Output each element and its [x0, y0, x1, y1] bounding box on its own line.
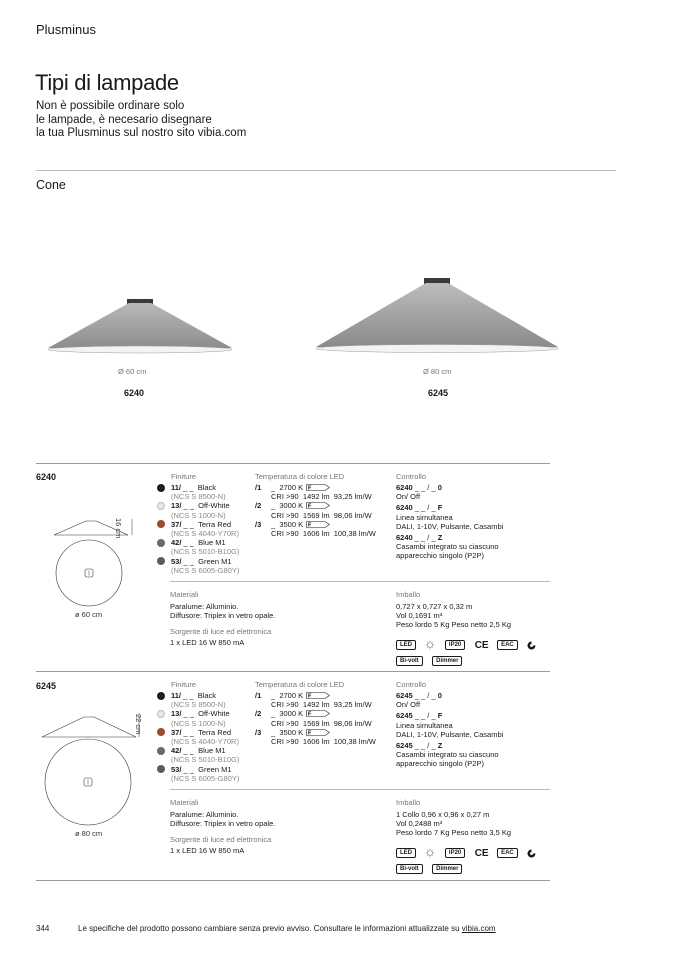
finish-sep: _ _	[183, 556, 194, 566]
finish-code: 53/	[171, 764, 182, 774]
packaging-line: 0,727 x 0,727 x 0,32 m	[396, 602, 473, 611]
finish-swatch	[157, 765, 165, 773]
efficacy: 100,38 lm/W	[333, 528, 376, 538]
finish-row	[157, 538, 252, 547]
control-mid: _ _ / _	[414, 711, 436, 721]
control-list	[396, 472, 546, 561]
control-option	[396, 503, 546, 512]
temperature-row	[255, 483, 395, 492]
finish-swatch	[157, 692, 165, 700]
finish-swatch	[157, 502, 165, 510]
divider	[36, 880, 550, 881]
cri: CRI >90	[271, 700, 299, 710]
diameter-dimension: ø 60 cm	[75, 610, 103, 619]
lamp-6245-drawing	[40, 711, 140, 836]
finish-sep: _ _	[183, 746, 194, 756]
lumens: 1492 lm	[302, 492, 330, 502]
finish-code: 53/	[171, 556, 182, 566]
finish-sep: _ _	[183, 709, 194, 719]
finish-name: Black	[197, 483, 217, 492]
control-desc: apparecchio singolo (P2P)	[396, 551, 484, 561]
temp-code: /3	[255, 519, 262, 529]
bivolt-badge: Bi-volt	[396, 656, 423, 666]
control-option	[396, 533, 546, 542]
finish-swatch	[157, 557, 165, 565]
control-desc: Casambi integrato su ciascuno	[396, 542, 499, 552]
efficacy: 98,06 lm/W	[333, 718, 372, 728]
finish-name: Green M1	[198, 556, 232, 566]
finish-ncs: (NCS S 5010-B10G)	[171, 547, 240, 557]
temperature-row	[255, 709, 395, 718]
led-badge: LED	[396, 848, 416, 858]
control-heading: Controllo	[396, 680, 427, 689]
temperature-list	[255, 680, 395, 746]
temp-code: /2	[255, 501, 262, 511]
control-mid: _ _ / _	[414, 533, 436, 543]
finish-name: Terra Red	[198, 727, 232, 737]
feature-row	[396, 653, 546, 671]
control-desc: On/ Off	[396, 700, 421, 710]
finishes-list	[157, 680, 252, 783]
temp-sep: _	[271, 691, 276, 700]
intro-line: le lampade, è necesario disegnare	[36, 113, 212, 126]
finish-ncs: (NCS S 8500-N)	[171, 492, 226, 502]
finish-sep: _ _	[183, 691, 194, 700]
temperature-detail	[255, 511, 395, 520]
control-mid: _ _ / _	[414, 483, 436, 492]
disclaimer-text: Le specifiche del prodotto possono cambiare senza previo avviso. Consultare le informazioni attualizzate su	[78, 924, 460, 933]
footer-disclaimer	[78, 924, 558, 933]
diameter-dimension: ø 80 cm	[75, 829, 103, 838]
finish-sep: _ _	[183, 538, 194, 548]
control-suffix: Z	[437, 533, 443, 543]
intro-text	[36, 100, 246, 141]
energy-class: F	[308, 693, 312, 700]
packaging-line: Peso lordo 5 Kg Peso netto 2,5 Kg	[396, 620, 512, 630]
dimension-label: Ø 60 cm	[118, 367, 147, 376]
finish-ncs: (NCS S 4040-Y70R)	[171, 736, 239, 746]
temp-code: /1	[255, 691, 262, 700]
finish-swatch	[157, 710, 165, 718]
efficacy: 100,38 lm/W	[333, 736, 376, 746]
finish-swatch	[157, 484, 165, 492]
finish-row	[157, 765, 252, 774]
source-heading: Sorgente di luce ed elettronica	[170, 627, 272, 637]
ip-badge: IP20	[445, 640, 465, 650]
temperature-heading: Temperatura di colore LED	[255, 472, 345, 481]
eac-badge: EAC	[497, 848, 518, 858]
section-title: Cone	[36, 178, 66, 192]
ce-mark: CE	[474, 847, 489, 859]
finish-sep: _ _	[183, 501, 194, 511]
temp-sep: _	[271, 519, 276, 529]
finish-code: 42/	[171, 746, 182, 756]
efficacy: 93,25 lm/W	[333, 700, 372, 710]
finish-swatch	[157, 747, 165, 755]
energy-class: F	[308, 730, 312, 736]
packaging-line: 1 Collo 0,96 x 0,96 x 0,27 m	[396, 810, 490, 819]
temperature-detail	[255, 737, 395, 746]
control-desc: DALI, 1-10V, Pulsante, Casambi	[396, 729, 504, 739]
page-title: Tipi di lampade	[35, 70, 179, 95]
temperature-row	[255, 728, 395, 737]
page-number: 344	[36, 924, 50, 933]
energy-class: F	[308, 504, 312, 510]
control-suffix: 0	[437, 691, 442, 700]
finish-sep: _ _	[183, 764, 194, 774]
packaging	[396, 590, 546, 671]
finish-name: Terra Red	[198, 519, 232, 529]
intro-line: la tua Plusminus sul nostro sito vibia.com	[36, 127, 247, 140]
finish-name: Green M1	[198, 764, 232, 774]
temp-code: /2	[255, 709, 262, 719]
temperature-row	[255, 691, 395, 700]
control-code: 6245	[396, 711, 413, 721]
feature-row	[396, 861, 546, 879]
energy-class: F	[308, 485, 312, 492]
energy-class-icon	[306, 729, 330, 736]
packaging-heading: Imballo	[396, 798, 421, 807]
control-option	[396, 483, 546, 492]
packaging	[396, 798, 546, 879]
temp-sep: _	[271, 501, 276, 511]
cri: CRI >90	[271, 510, 299, 520]
finish-sep: _ _	[183, 727, 194, 737]
control-heading: Controllo	[396, 472, 427, 481]
lumens: 1606 lm	[302, 736, 330, 746]
temperature-heading: Temperatura di colore LED	[255, 680, 345, 689]
finishes-list	[157, 472, 252, 575]
control-option	[396, 711, 546, 720]
finish-row	[157, 557, 252, 566]
materials-heading: Materiali	[170, 798, 199, 807]
lamp-6245-render	[312, 272, 562, 360]
height-dimension: 16 cm	[114, 518, 123, 539]
dimension-label: Ø 80 cm	[423, 367, 452, 376]
lamp-6240-render	[45, 290, 235, 360]
finish-row	[157, 501, 252, 510]
finish-row	[157, 691, 252, 700]
divider	[36, 170, 616, 171]
control-option	[396, 691, 546, 700]
finish-row	[157, 520, 252, 529]
ip-badge: IP20	[445, 848, 465, 858]
control-code: 6240	[396, 533, 413, 543]
lamp-6240-drawing	[52, 517, 137, 617]
packaging-heading: Imballo	[396, 590, 421, 599]
control-option	[396, 741, 546, 750]
divider	[36, 671, 550, 672]
vibia-link[interactable]: vibia.com	[461, 924, 496, 933]
temperature-detail	[255, 492, 395, 501]
control-desc: Linea simultanea	[396, 720, 453, 730]
temp-kelvin: 2700 K	[279, 691, 304, 700]
control-mid: _ _ / _	[414, 741, 436, 751]
cri: CRI >90	[271, 528, 299, 538]
lumens: 1569 lm	[302, 718, 330, 728]
eac-badge: EAC	[497, 640, 518, 650]
temperature-list	[255, 472, 395, 538]
control-suffix: 0	[437, 483, 442, 492]
material-line: Paralume: Alluminio.	[170, 602, 239, 611]
finish-name: Off-White	[198, 709, 230, 719]
temperature-detail	[255, 719, 395, 728]
material-line: Diffusore: Triplex in vetro opale.	[170, 819, 276, 829]
finish-ncs: (NCS S 4040-Y70R)	[171, 528, 239, 538]
energy-class-icon	[306, 692, 330, 699]
efficacy: 93,25 lm/W	[333, 492, 372, 502]
finish-ncs: (NCS S 6005-G80Y)	[171, 773, 240, 783]
light-source: 1 x LED 16 W 850 mA	[170, 846, 245, 856]
finish-ncs: (NCS S 1000-N)	[171, 718, 226, 728]
source-heading: Sorgente di luce ed elettronica	[170, 835, 272, 845]
control-code: 6245	[396, 691, 413, 700]
cri: CRI >90	[271, 492, 299, 502]
finish-code: 11/	[171, 691, 182, 700]
temp-kelvin: 3000 K	[279, 709, 304, 719]
energy-class: F	[308, 712, 312, 718]
lumens: 1569 lm	[302, 510, 330, 520]
lumens: 1606 lm	[302, 528, 330, 538]
ce-mark: CE	[474, 639, 489, 651]
finish-row	[157, 709, 252, 718]
finish-swatch	[157, 539, 165, 547]
finish-swatch	[157, 728, 165, 736]
energy-class-icon	[306, 502, 330, 509]
finish-code: 13/	[171, 709, 182, 719]
finish-code: 37/	[171, 727, 182, 737]
control-mid: _ _ / _	[414, 691, 436, 700]
lumens: 1492 lm	[302, 700, 330, 710]
control-desc: DALI, 1-10V, Pulsante, Casambi	[396, 521, 504, 531]
control-suffix: Z	[437, 741, 443, 751]
control-desc: Casambi integrato su ciascuno	[396, 750, 499, 760]
finish-row	[157, 483, 252, 492]
control-desc: Linea simultanea	[396, 512, 453, 522]
led-chip-icon	[425, 848, 435, 858]
block-id: 6240	[36, 472, 57, 482]
finish-code: 42/	[171, 538, 182, 548]
control-code: 6240	[396, 503, 413, 513]
control-mid: _ _ / _	[414, 503, 436, 513]
material-line: Diffusore: Triplex in vetro opale.	[170, 611, 276, 621]
control-suffix: F	[437, 711, 443, 721]
efficacy: 98,06 lm/W	[333, 510, 372, 520]
dimmer-badge: Dimmer	[432, 656, 462, 666]
finish-swatch	[157, 520, 165, 528]
recycle-icon	[527, 849, 536, 858]
temp-kelvin: 3000 K	[279, 501, 304, 511]
control-list	[396, 680, 546, 769]
finish-name: Off-White	[198, 501, 230, 511]
certification-row	[396, 845, 546, 859]
finish-ncs: (NCS S 1000-N)	[171, 510, 226, 520]
packaging-line: Vol 0,1691 m³	[396, 611, 443, 621]
finish-code: 11/	[171, 483, 182, 492]
temp-code: /1	[255, 483, 262, 492]
divider	[36, 463, 550, 464]
temp-kelvin: 3500 K	[279, 519, 304, 529]
led-badge: LED	[396, 640, 416, 650]
temperature-row	[255, 501, 395, 510]
finish-ncs: (NCS S 6005-G80Y)	[171, 565, 240, 575]
divider	[170, 789, 550, 790]
brand-name: Plusminus	[36, 22, 96, 37]
finishes-heading: Finiture	[171, 680, 197, 689]
dimmer-badge: Dimmer	[432, 864, 462, 874]
cri: CRI >90	[271, 736, 299, 746]
recycle-icon	[527, 641, 536, 650]
temperature-row	[255, 520, 395, 529]
light-source: 1 x LED 16 W 850 mA	[170, 638, 245, 648]
materials	[170, 798, 380, 856]
finish-sep: _ _	[183, 483, 194, 492]
packaging-line: Vol 0,2488 m³	[396, 819, 443, 829]
energy-class-icon	[306, 521, 330, 528]
temp-kelvin: 2700 K	[279, 483, 304, 492]
finish-row	[157, 746, 252, 755]
finish-code: 37/	[171, 519, 182, 529]
control-code: 6245	[396, 741, 413, 751]
temp-sep: _	[271, 727, 276, 737]
finishes-heading: Finiture	[171, 472, 197, 481]
cri: CRI >90	[271, 718, 299, 728]
finish-ncs: (NCS S 5010-B10G)	[171, 755, 240, 765]
temp-sep: _	[271, 483, 276, 492]
finish-ncs: (NCS S 8500-N)	[171, 700, 226, 710]
divider	[170, 581, 550, 582]
temperature-detail	[255, 529, 395, 538]
temperature-detail	[255, 700, 395, 709]
control-suffix: F	[437, 503, 443, 513]
control-desc: On/ Off	[396, 492, 421, 502]
packaging-line: Peso lordo 7 Kg Peso netto 3,5 Kg	[396, 828, 512, 838]
finish-name: Blue M1	[198, 746, 226, 756]
model-label: 6240	[124, 388, 145, 398]
temp-kelvin: 3500 K	[279, 727, 304, 737]
height-dimension: 22 cm	[134, 714, 143, 735]
control-code: 6240	[396, 483, 413, 492]
finish-row	[157, 728, 252, 737]
led-chip-icon	[425, 640, 435, 650]
energy-class-icon	[306, 484, 330, 491]
material-line: Paralume: Alluminio.	[170, 810, 239, 819]
finish-sep: _ _	[183, 519, 194, 529]
finish-code: 13/	[171, 501, 182, 511]
finish-name: Blue M1	[198, 538, 226, 548]
finish-name: Black	[197, 691, 217, 700]
energy-class-icon	[306, 710, 330, 717]
materials	[170, 590, 380, 648]
bivolt-badge: Bi-volt	[396, 864, 423, 874]
materials-heading: Materiali	[170, 590, 199, 599]
block-id: 6245	[36, 681, 57, 691]
temp-code: /3	[255, 727, 262, 737]
model-label: 6245	[428, 388, 449, 398]
energy-class: F	[308, 522, 312, 528]
control-desc: apparecchio singolo (P2P)	[396, 759, 484, 769]
certification-row	[396, 637, 546, 651]
temp-sep: _	[271, 709, 276, 719]
intro-line: Non è possibile ordinare solo	[36, 100, 185, 112]
